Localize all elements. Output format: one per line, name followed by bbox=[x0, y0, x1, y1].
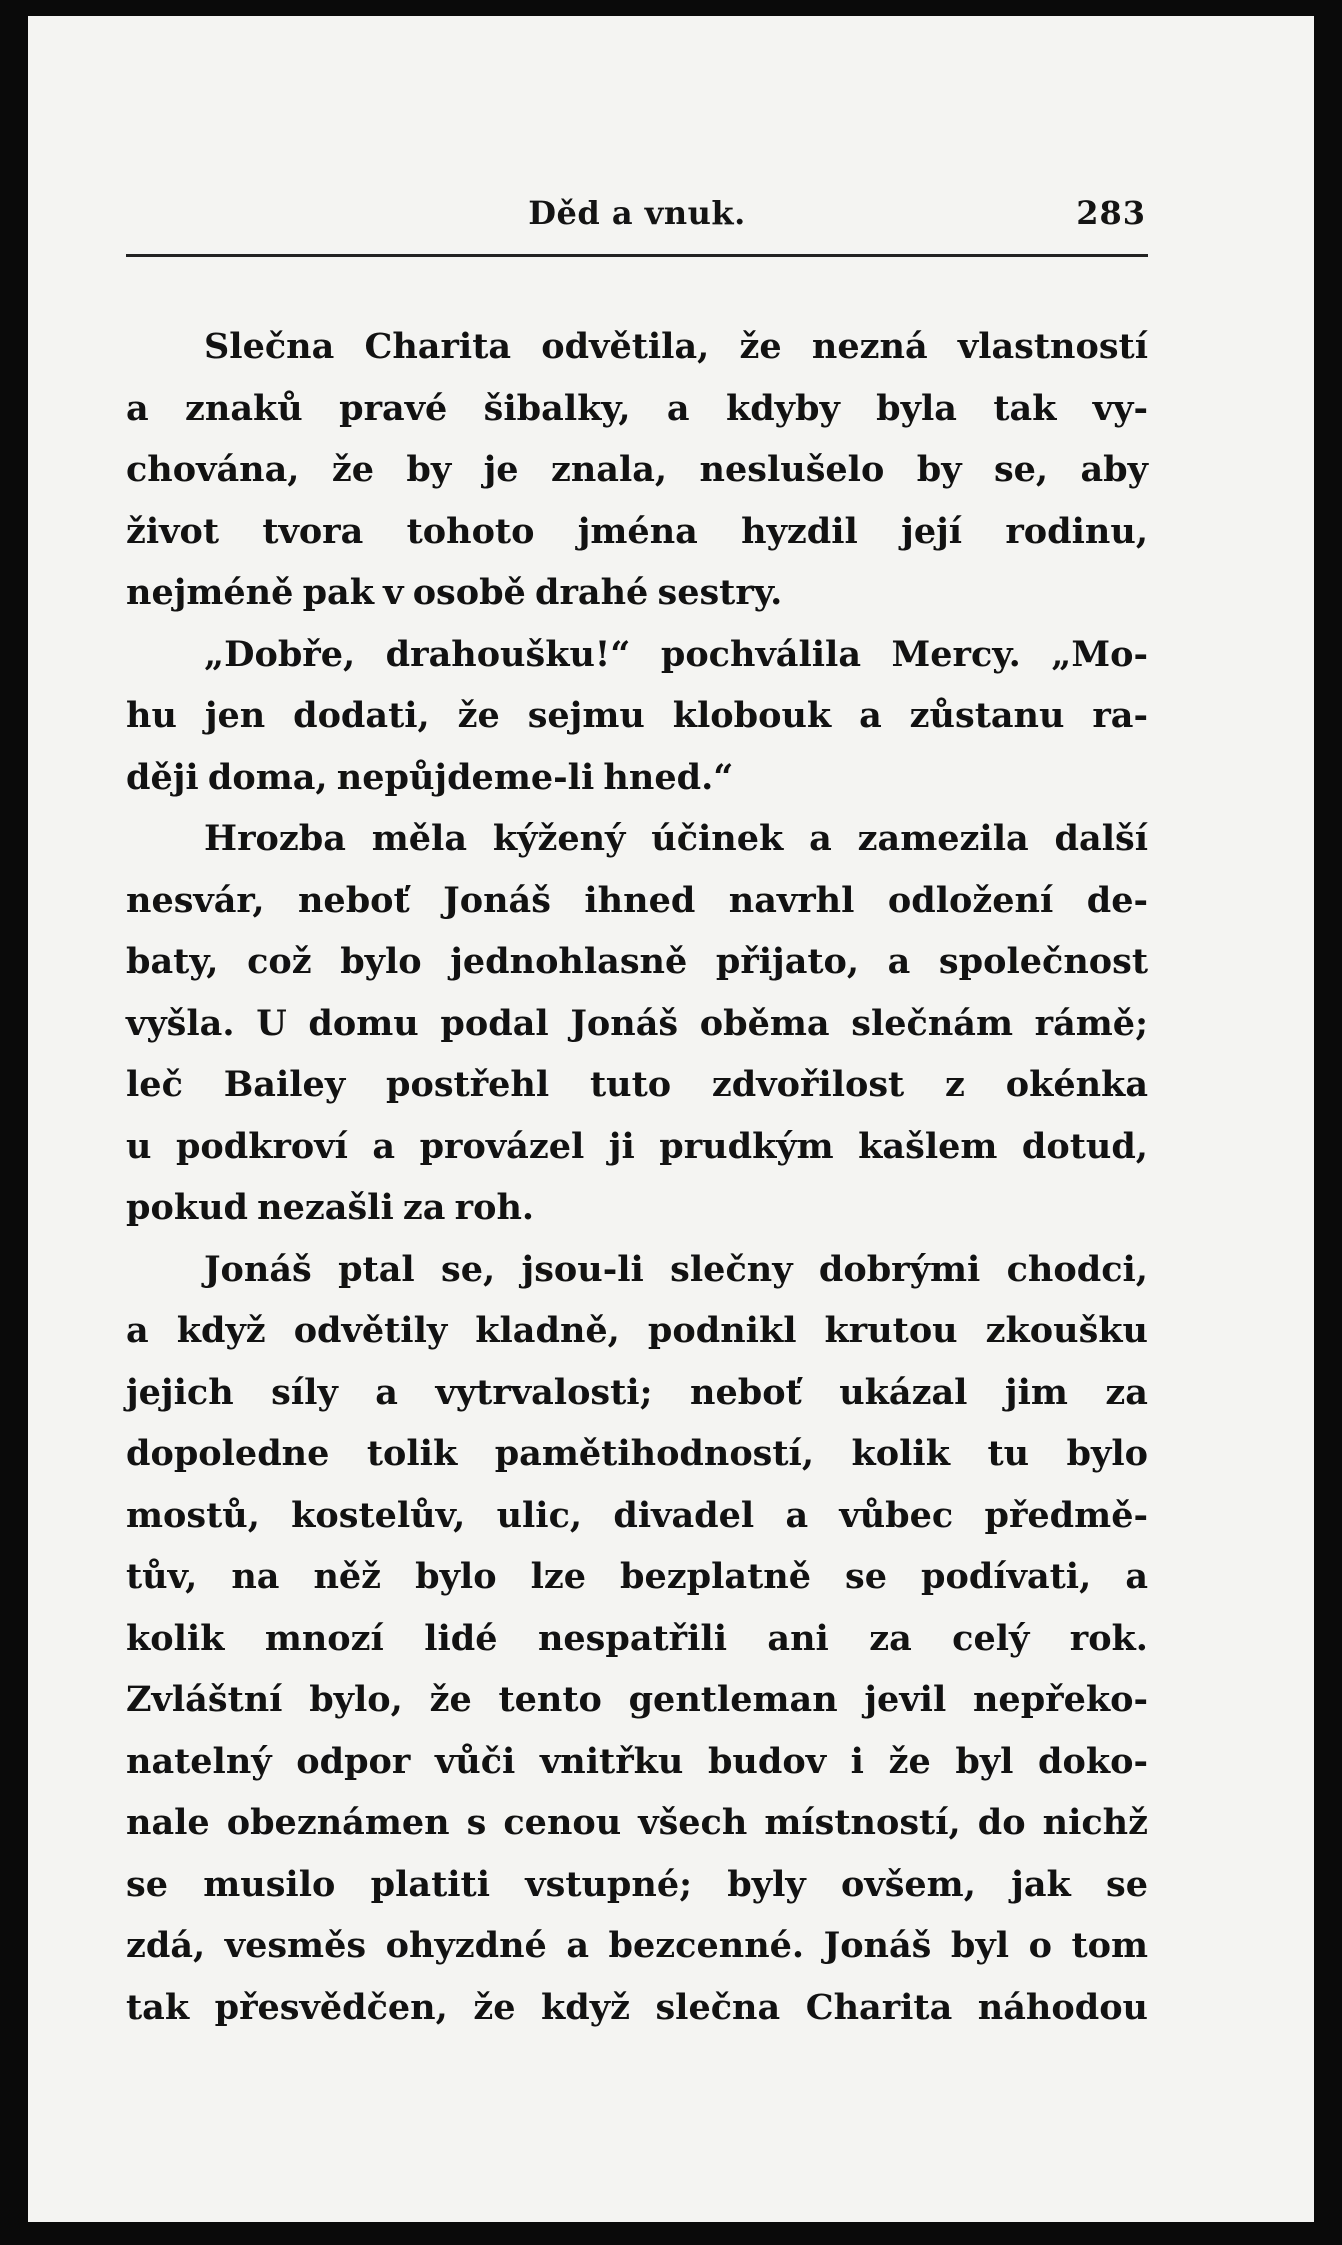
text-line: baty, což bylo jednohlasně přijato, a společnost bbox=[126, 941, 1148, 982]
text-line: jejich síly a vytrvalosti; neboť ukázal jim za bbox=[126, 1371, 1148, 1413]
text-line: chována, že by je znala, neslušelo by se, aby bbox=[126, 449, 1148, 490]
text-line: život tvora tohoto jména hyzdil její rodinu, bbox=[126, 510, 1148, 552]
running-title: Děd a vnuk. bbox=[528, 194, 746, 232]
text-line: natelný odpor vůči vnitřku budov i že byl doko- bbox=[126, 1740, 1148, 1782]
text-line: „Dobře, drahoušku!“ pochválila Mercy. „Mo- bbox=[204, 633, 1148, 675]
text-line: a znaků pravé šibalky, a kdyby byla tak vy- bbox=[126, 387, 1148, 429]
text-line: zdá, vesměs ohyzdné a bezcenné. Jonáš byl o tom bbox=[126, 1925, 1148, 1966]
text-line: pokud nezašli za roh. bbox=[126, 1187, 535, 1228]
text-line: Hrozba měla kýžený účinek a zamezila další bbox=[204, 818, 1148, 859]
body-text bbox=[126, 316, 1148, 2038]
text-line: ději doma, nepůjdeme-li hned.“ bbox=[126, 756, 734, 798]
text-line: Slečna Charita odvětila, že nezná vlastností bbox=[204, 326, 1148, 367]
book-page bbox=[28, 16, 1314, 2222]
text-line: hu jen dodati, že sejmu klobouk a zůstanu ra- bbox=[126, 695, 1148, 736]
text-line: a když odvětily kladně, podnikl krutou zkoušku bbox=[126, 1310, 1148, 1351]
text-line: leč Bailey postřehl tuto zdvořilost z okénka bbox=[126, 1064, 1148, 1105]
text-line: dopoledne tolik pamětihodností, kolik tu bylo bbox=[126, 1433, 1148, 1474]
text-line: nale obeznámen s cenou všech místností, do nichž bbox=[126, 1802, 1148, 1843]
page-number: 283 bbox=[1076, 194, 1146, 232]
text-line: Jonáš ptal se, jsou-li slečny dobrými chodci, bbox=[204, 1248, 1148, 1290]
header-rule bbox=[126, 254, 1148, 257]
text-line: tův, na něž bylo lze bezplatně se podívati, a bbox=[126, 1556, 1148, 1597]
page-header bbox=[128, 194, 1146, 244]
text-line: kolik mnozí lidé nespatřili ani za celý rok. bbox=[126, 1617, 1148, 1659]
text-line: Zvláštní bylo, že tento gentleman jevil nepřeko- bbox=[126, 1679, 1148, 1720]
text-line: mostů, kostelův, ulic, divadel a vůbec předmě- bbox=[126, 1494, 1148, 1536]
text-line: vyšla. U domu podal Jonáš oběma slečnám rámě; bbox=[126, 1002, 1148, 1044]
text-line: tak přesvědčen, že když slečna Charita náhodou bbox=[126, 1986, 1148, 2028]
text-line: u podkroví a provázel ji prudkým kašlem dotud, bbox=[126, 1125, 1148, 1167]
text-line: nejméně pak v osobě drahé sestry. bbox=[126, 572, 783, 613]
text-line: nesvár, neboť Jonáš ihned navrhl odložení de- bbox=[126, 879, 1148, 921]
text-line: se musilo platiti vstupné; byly ovšem, jak se bbox=[126, 1863, 1148, 1905]
